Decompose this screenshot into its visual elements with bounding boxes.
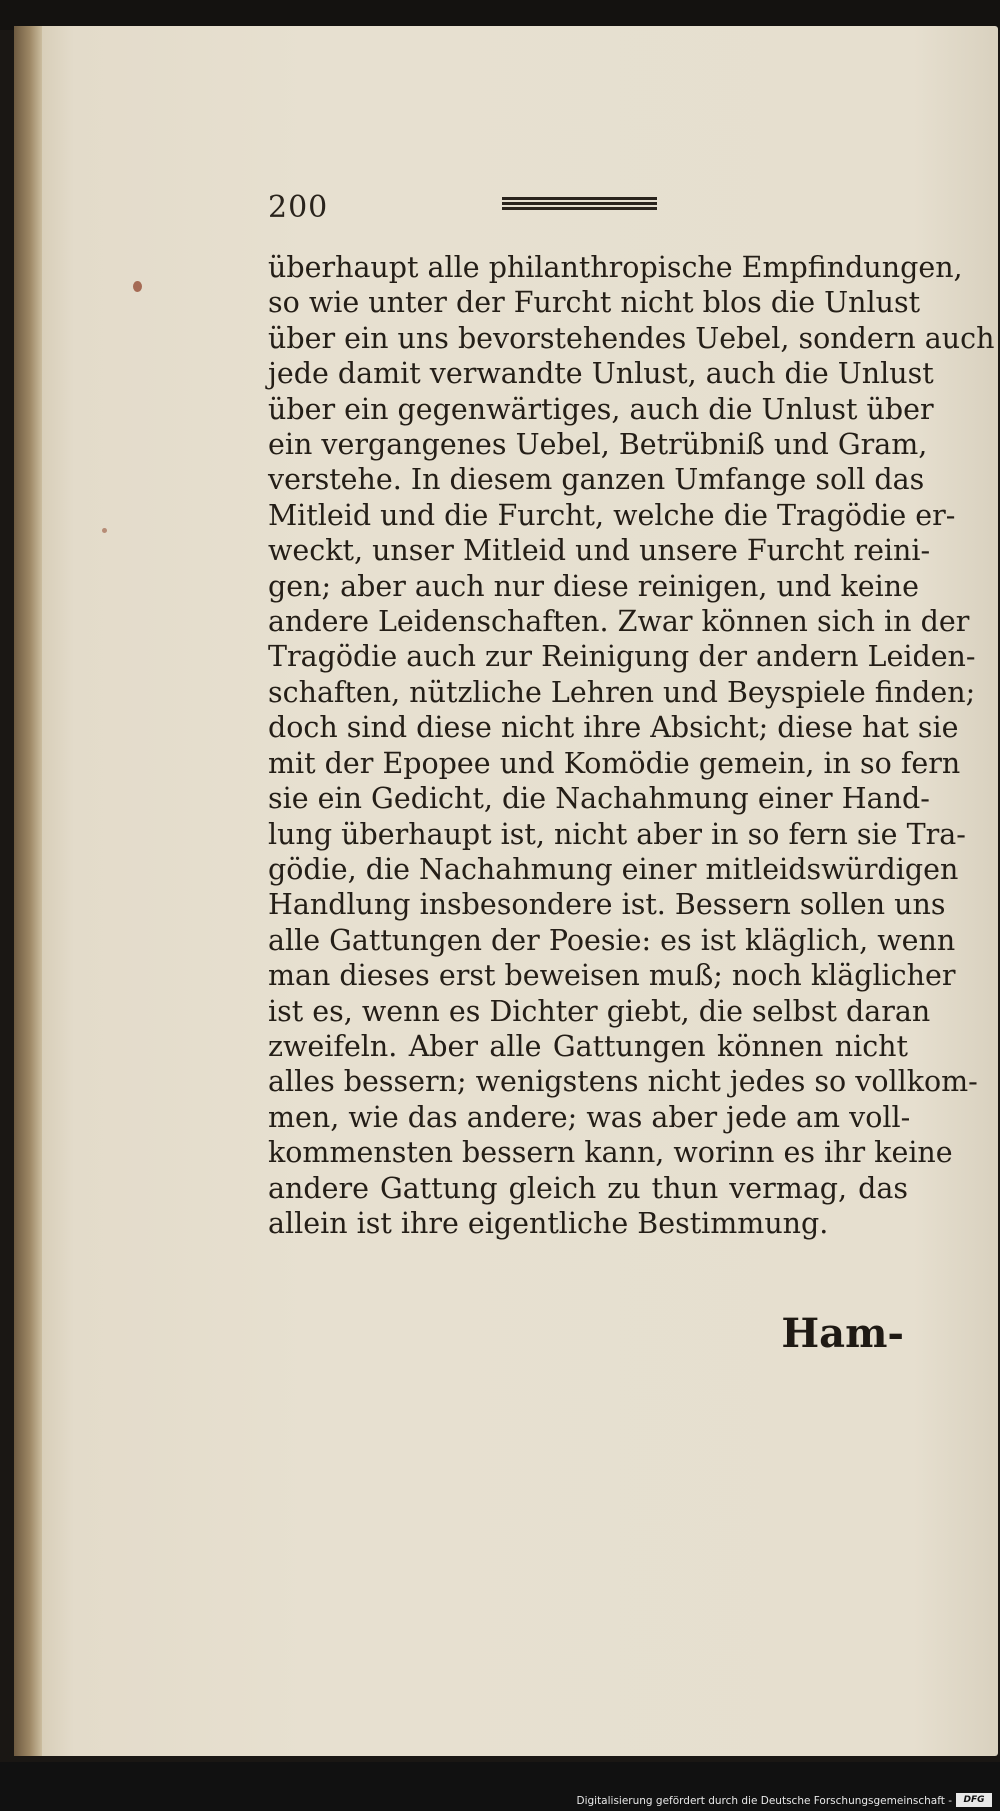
digitization-attribution: Digitalisierung gefördert durch die Deutsche Forschungsgemeinschaft - — [576, 1795, 952, 1807]
text-line: men, wie das andere; was aber jede am voll- — [268, 1100, 911, 1134]
book-spine-edge — [14, 26, 42, 1756]
body-text — [268, 250, 995, 1241]
paper-stain — [102, 528, 107, 533]
text-line: doch sind diese nicht ihre Absicht; diese hat sie — [268, 711, 959, 745]
text-line: alle Gattungen der Poesie: es ist kläglich, wenn — [268, 923, 956, 957]
text-line: gödie, die Nachahmung einer mitleidswürdigen — [268, 852, 959, 886]
text-line: zweifeln. Aber alle Gattungen können nicht — [268, 1029, 908, 1063]
header-rule — [502, 197, 657, 210]
text-line: Mitleid und die Furcht, welche die Tragödie er- — [268, 498, 956, 532]
text-line: Tragödie auch zur Reinigung der andern Leiden- — [268, 640, 976, 674]
text-line: weckt, unser Mitleid und unsere Furcht reini- — [268, 534, 931, 568]
text-line: schaften, nützliche Lehren und Beyspiele finden; — [268, 675, 976, 709]
text-line: andere Gattung gleich zu thun vermag, das — [268, 1171, 908, 1205]
text-line: überhaupt alle philanthropische Empfindungen, — [268, 251, 963, 284]
page-number: 200 — [268, 190, 329, 225]
text-line: lung überhaupt ist, nicht aber in so fern sie Tra- — [268, 817, 966, 851]
text-line: über ein uns bevorstehendes Uebel, sondern auch — [268, 321, 995, 355]
text-line: gen; aber auch nur diese reinigen, und keine — [268, 569, 919, 603]
dfg-logo: DFG — [956, 1793, 992, 1807]
text-line: verstehe. In diesem ganzen Umfange soll das — [268, 463, 925, 497]
catchword: Ham- — [781, 1310, 904, 1357]
text-line: sie ein Gedicht, die Nachahmung einer Hand- — [268, 782, 930, 816]
text-line: über ein gegenwärtiges, auch die Unlust über — [268, 392, 934, 426]
text-line: andere Leidenschaften. Zwar können sich in der — [268, 605, 970, 639]
text-line: kommensten bessern kann, worinn es ihr keine — [268, 1136, 953, 1170]
paper-stain — [133, 281, 142, 292]
text-line: ist es, wenn es Dichter giebt, die selbst daran — [268, 994, 931, 1028]
text-line: allein ist ihre eigentliche Bestimmung. — [268, 1206, 829, 1240]
text-line: mit der Epopee und Komödie gemein, in so fern — [268, 746, 961, 780]
text-line: alles bessern; wenigstens nicht jedes so vollkom- — [268, 1065, 978, 1099]
text-line: Handlung insbesondere ist. Bessern sollen uns — [268, 888, 946, 922]
text-line: ein vergangenes Uebel, Betrübniß und Gram, — [268, 428, 928, 462]
text-line: so wie unter der Furcht nicht blos die Unlust — [268, 286, 921, 320]
text-line: man dieses erst beweisen muß; noch kläglicher — [268, 959, 956, 993]
text-line: jede damit verwandte Unlust, auch die Unlust — [268, 357, 934, 391]
